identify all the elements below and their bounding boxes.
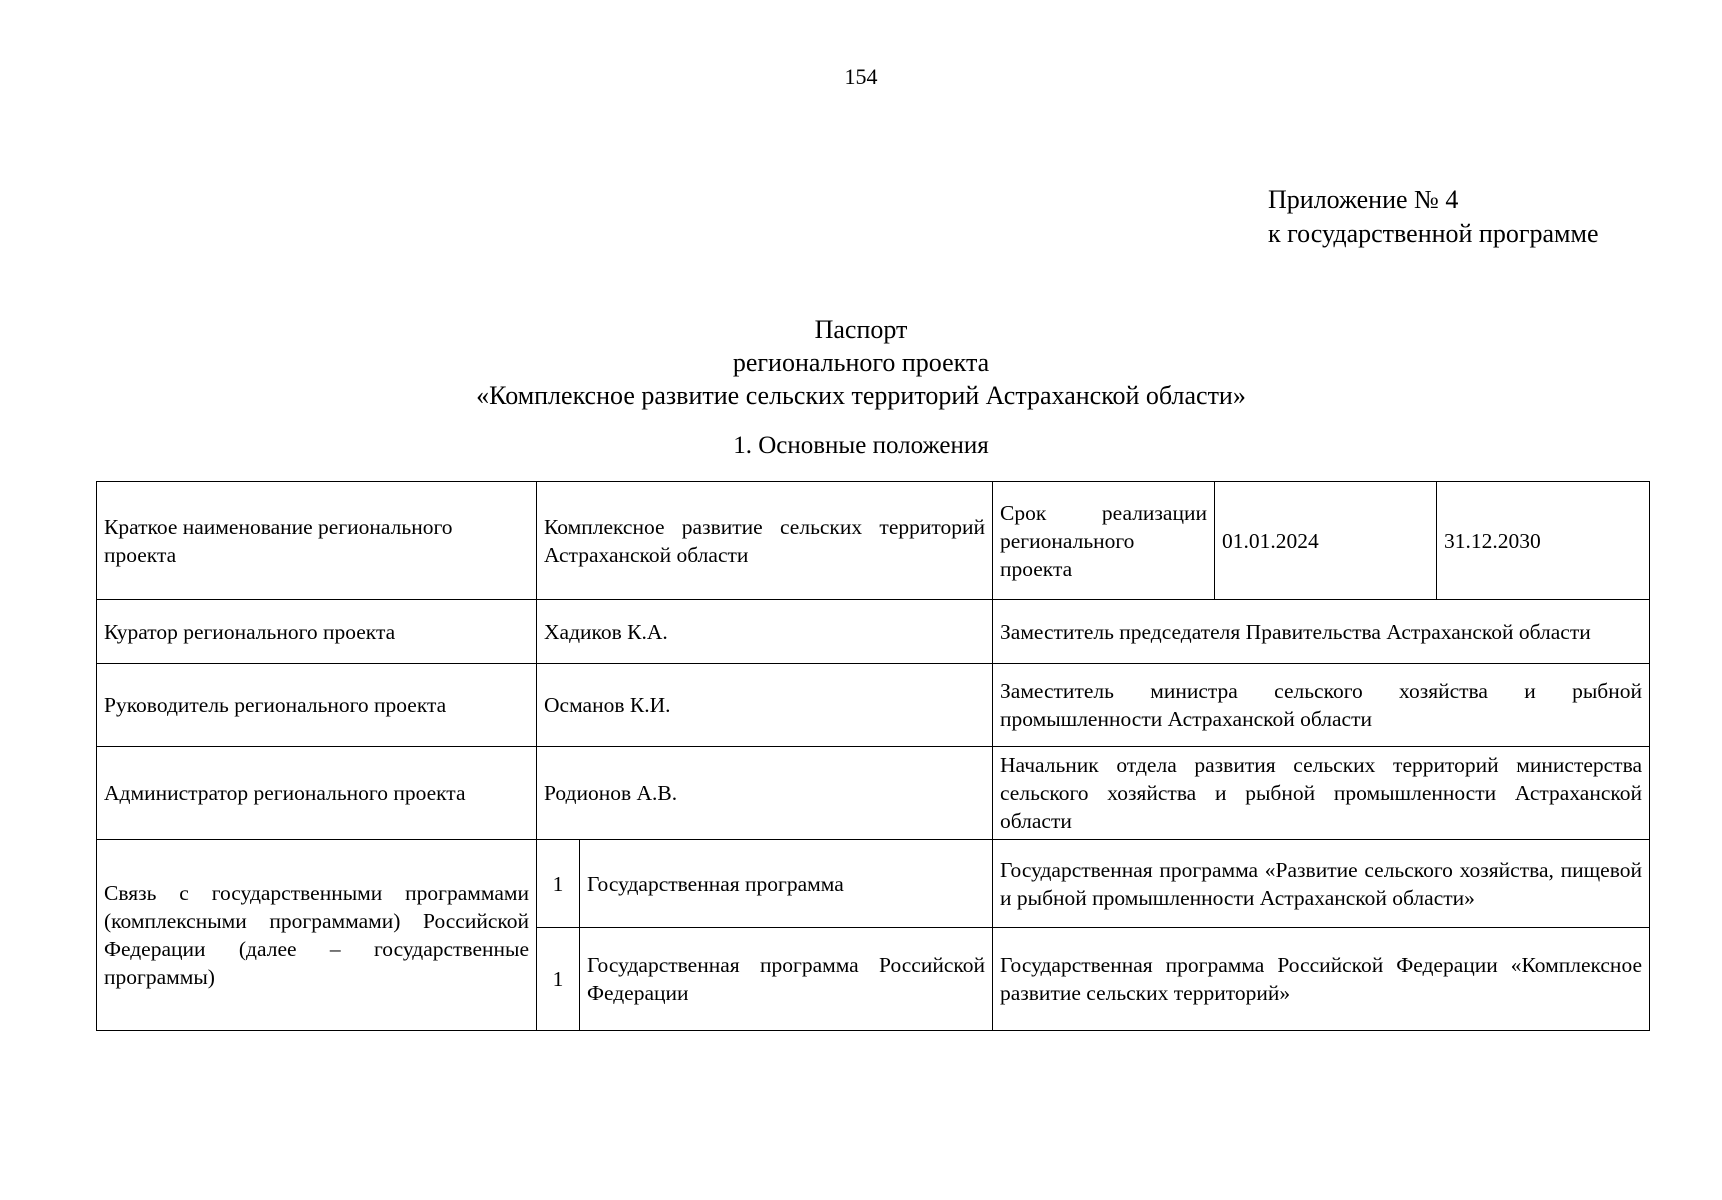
short-name-label: Краткое наименование регионального проекта (97, 482, 537, 600)
programs-link-label: Связь с государственными программами (комплексными программами) Российской Федерации (далее – государственные программы) (97, 840, 537, 1031)
term-label: Срок реализации регионального проекта (993, 482, 1215, 600)
curator-label: Куратор регионального проекта (97, 600, 537, 664)
table-row (97, 747, 1650, 840)
head-name: Османов К.И. (537, 664, 993, 747)
table-row (97, 840, 1650, 928)
curator-position: Заместитель председателя Правительства Астраханской области (993, 600, 1650, 664)
admin-position: Начальник отдела развития сельских территорий министерства сельского хозяйства и рыбной промышленности Астраханской области (993, 747, 1650, 840)
program-number: 1 (537, 928, 580, 1031)
program-name: Государственная программа «Развитие сельского хозяйства, пищевой и рыбной промышленности Астраханской области» (993, 840, 1650, 928)
start-date: 01.01.2024 (1215, 482, 1437, 600)
table-row (97, 482, 1650, 600)
curator-name: Хадиков К.А. (537, 600, 993, 664)
program-number: 1 (537, 840, 580, 928)
passport-table (96, 481, 1650, 1031)
title-line-1: Паспорт (814, 315, 908, 344)
table-row (97, 664, 1650, 747)
table-row (97, 600, 1650, 664)
admin-label: Администратор регионального проекта (97, 747, 537, 840)
appendix-note (1268, 183, 1599, 251)
program-type: Государственная программа Российской Федерации (580, 928, 993, 1031)
admin-name: Родионов А.В. (537, 747, 993, 840)
appendix-line-2: к государственной программе (1268, 219, 1599, 248)
head-label: Руководитель регионального проекта (97, 664, 537, 747)
program-type: Государственная программа (580, 840, 993, 928)
title-line-3: «Комплексное развитие сельских территорий Астраханской области» (476, 381, 1246, 410)
head-position: Заместитель министра сельского хозяйства и рыбной промышленности Астраханской области (993, 664, 1650, 747)
appendix-line-1: Приложение № 4 (1268, 185, 1459, 214)
program-name: Государственная программа Российской Федерации «Комплексное развитие сельских территорий» (993, 928, 1650, 1031)
end-date: 31.12.2030 (1437, 482, 1650, 600)
short-name-value: Комплексное развитие сельских территорий Астраханской области (537, 482, 993, 600)
title-line-2: регионального проекта (732, 348, 990, 377)
document-title (0, 313, 1722, 412)
section-heading: 1. Основные положения (733, 432, 989, 459)
page-number: 154 (844, 64, 878, 89)
